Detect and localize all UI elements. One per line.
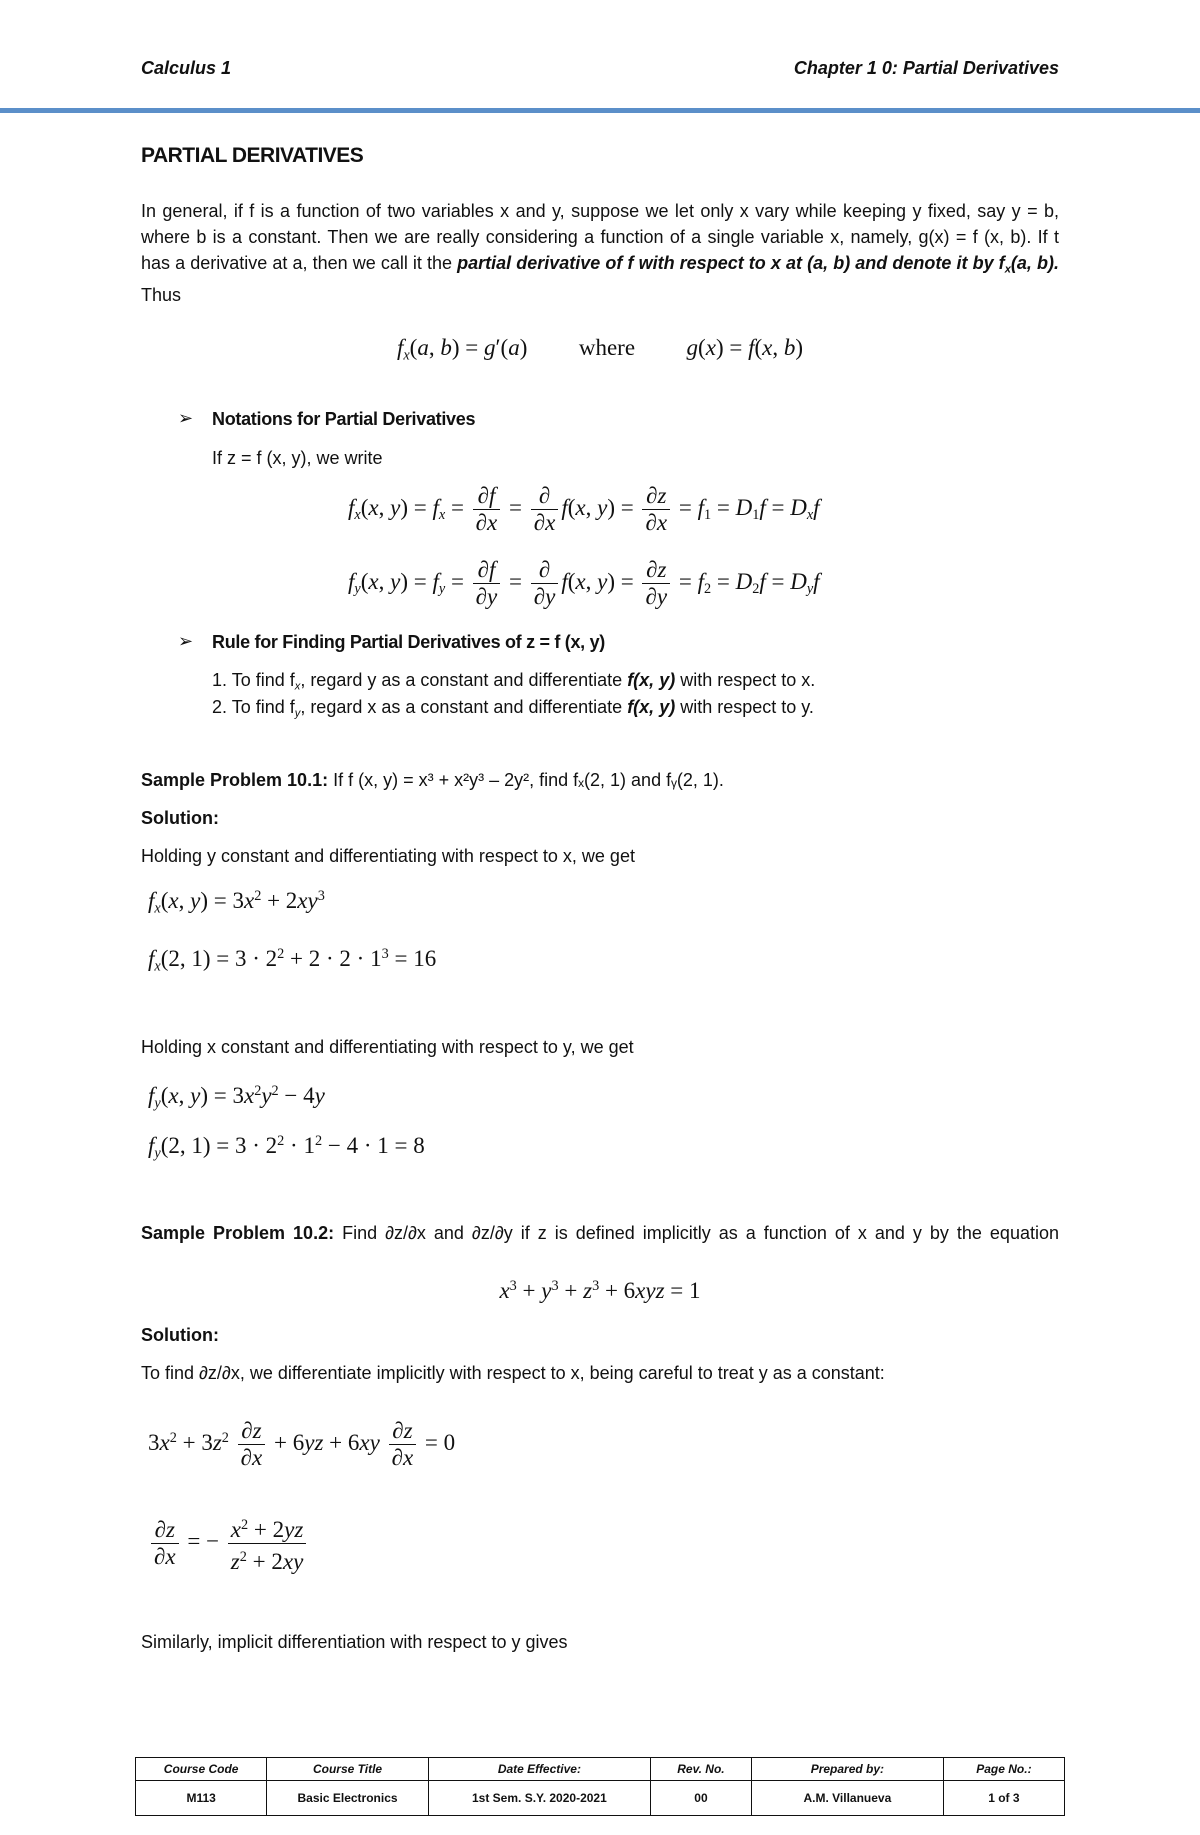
sample2-statement [141,1220,1059,1246]
bullet-arrow-icon: ➢ [178,631,194,651]
sample2-find-dzdx: To find ∂z/∂x, we differentiate implicitly with respect to x, being careful to treat y as a constant: [141,1363,885,1383]
footer-value-cell: 00 [650,1781,751,1816]
notations-intro: If z = f (x, y), we write [212,448,383,468]
where-word: where [578,335,636,360]
rule-step-1-prefix: 1. To find f [212,670,295,690]
notation-equation-fy: $f_y(x$, $y) = f_y$ = $\frac{\partial f}{\partial y}$ = $\frac{\partial}{\partial y}$ f(x, y) = $\frac{\partial z}{\partial y}$ = $f_2 = D_2f = D_yf$ [348,557,820,609]
sample1-fy-equation: $f_y(x$, $y) = 3x^2y^2 - 4y$ [148,1083,325,1112]
sample1-hold-x: Holding x constant and differentiating with respect to y, we get [141,1037,634,1057]
footer-header-cell: Date Effective: [428,1758,650,1781]
rule-heading: Rule for Finding Partial Derivatives of z = f (x, y) [212,632,605,652]
intro-emphasis-sub: x [1004,263,1011,276]
footer-header-cell: Course Title [267,1758,429,1781]
sample1-hold-y: Holding y constant and differentiating with respect to x, we get [141,846,635,866]
rule-step-2-prefix: 2. To find f [212,697,295,717]
footer-table [135,1757,1065,1816]
sample2-solution-label: Solution: [141,1325,219,1345]
notations-heading: Notations for Partial Derivatives [212,409,476,429]
sample1-text: If f (x, y) = x³ + x²y³ – 2y², find fₓ(2, 1) and fᵧ(2, 1). [328,770,724,790]
intro-paragraph [141,198,1059,308]
intro-after: Thus [141,285,182,306]
sample2-equation: $x^3 + y^3 + z^3 + 6xyz = 1$ [499,1278,701,1303]
footer-value-cell: 1 of 3 [943,1781,1064,1816]
footer-header-cell: Prepared by: [751,1758,943,1781]
rule-step-1-sub: x [294,680,301,693]
sample1-fx-value: $f_x(2$, $1) = 3 \cdot 2^2 + 2 \cdot 2 \cdot 1^3 = 16$ [148,946,437,975]
header-chapter: Chapter 1 0: Partial Derivatives [793,58,1059,78]
sample1-fx-result: 16 [413,946,437,971]
footer-value-cell: A.M. Villanueva [751,1781,943,1816]
sample1-fx-equation: $f_x(x$, $y) = 3x^2 + 2xy^3$ [148,888,325,917]
sample2-label: Sample Problem 10.2: [141,1223,335,1243]
rule-step-1-middle: , regard y as a constant and differentiate [300,670,628,690]
footer-value-cell: M113 [136,1781,267,1816]
intro-emphasis [457,253,1059,276]
sample1-solution-label: Solution: [141,808,219,828]
sample2-text: Find ∂z/∂x and ∂z/∂y if z is defined implicitly as a function of x and y by the equation [334,1223,1059,1243]
header-course: Calculus 1 [141,58,232,78]
rule-step-1-suffix: with respect to x. [675,670,816,690]
sample1-statement [141,770,724,791]
sample1-fy-result: 8 [413,1133,425,1158]
bullet-arrow-icon: ➢ [178,408,194,428]
intro-emphasis-end: (a, b). [1010,253,1059,273]
rule-step-2-bold: f(x, y) [627,697,676,717]
sample2-dzdx-result: $\frac{\partial z}{\partial x}$ = − $\frac{x^2 + 2yz}{z^2 + 2xy}$ [148,1512,309,1575]
footer-header-row [136,1758,1065,1781]
footer-header-cell: Course Code [136,1758,267,1781]
footer-header-cell: Page No.: [943,1758,1064,1781]
sample2-similarly: Similarly, implicit differentiation with respect to y gives [141,1632,568,1652]
rule-step-1-bold: f(x, y) [627,670,676,690]
rule-step-2-sub: y [294,707,301,720]
sample2-implicit-equation: $3x^2 + 3z^2$ $\frac{\partial z}{\partial x}$ + 6yz + 6xy $\frac{\partial z}{\partial x}$ = 0 [148,1418,456,1470]
sample1-label: Sample Problem 10.1: [141,770,329,790]
rule-step-2-suffix: with respect to y. [675,697,814,717]
footer-header-cell: Rev. No. [650,1758,751,1781]
sample1-fy-value: $f_y(2$, $1) = 3 \cdot 2^2 \cdot 1^2 - 4 \cdot 1 = 8$ [148,1133,425,1162]
rule-step-2 [212,694,814,726]
footer-value-cell: 1st Sem. S.Y. 2020-2021 [428,1781,650,1816]
footer-value-cell: Basic Electronics [267,1781,429,1816]
rule-step-2-middle: , regard x as a constant and differentiate [300,697,628,717]
intro-emphasis-text: partial derivative of f with respect to x at (a, b) and denote it by f [457,253,1005,273]
header-rule [0,108,1200,113]
footer-values-row [136,1781,1065,1816]
definition-equation: $f_x(a$, b) = g′(a) where g(x) = f(x, b) [396,335,804,364]
section-title: PARTIAL DERIVATIVES [141,144,364,167]
notation-equation-fx: $f_x(x$, $y) = f_x$ = $\frac{\partial f}{\partial x}$ = $\frac{\partial}{\partial x}$ f(x, y) = $\frac{\partial z}{\partial x}$ = $f_1 = D_1f = D_xf$ [348,483,820,535]
intro-text: In general, if f is a function of two variables x and y, suppose we let only x vary while keeping y fixed, say y = b, where b is a constant. Then we are really considering a function of a single variable x, namely, g(x) = f (x, b). If t has a derivative at a, then we call it the [141,201,1059,273]
